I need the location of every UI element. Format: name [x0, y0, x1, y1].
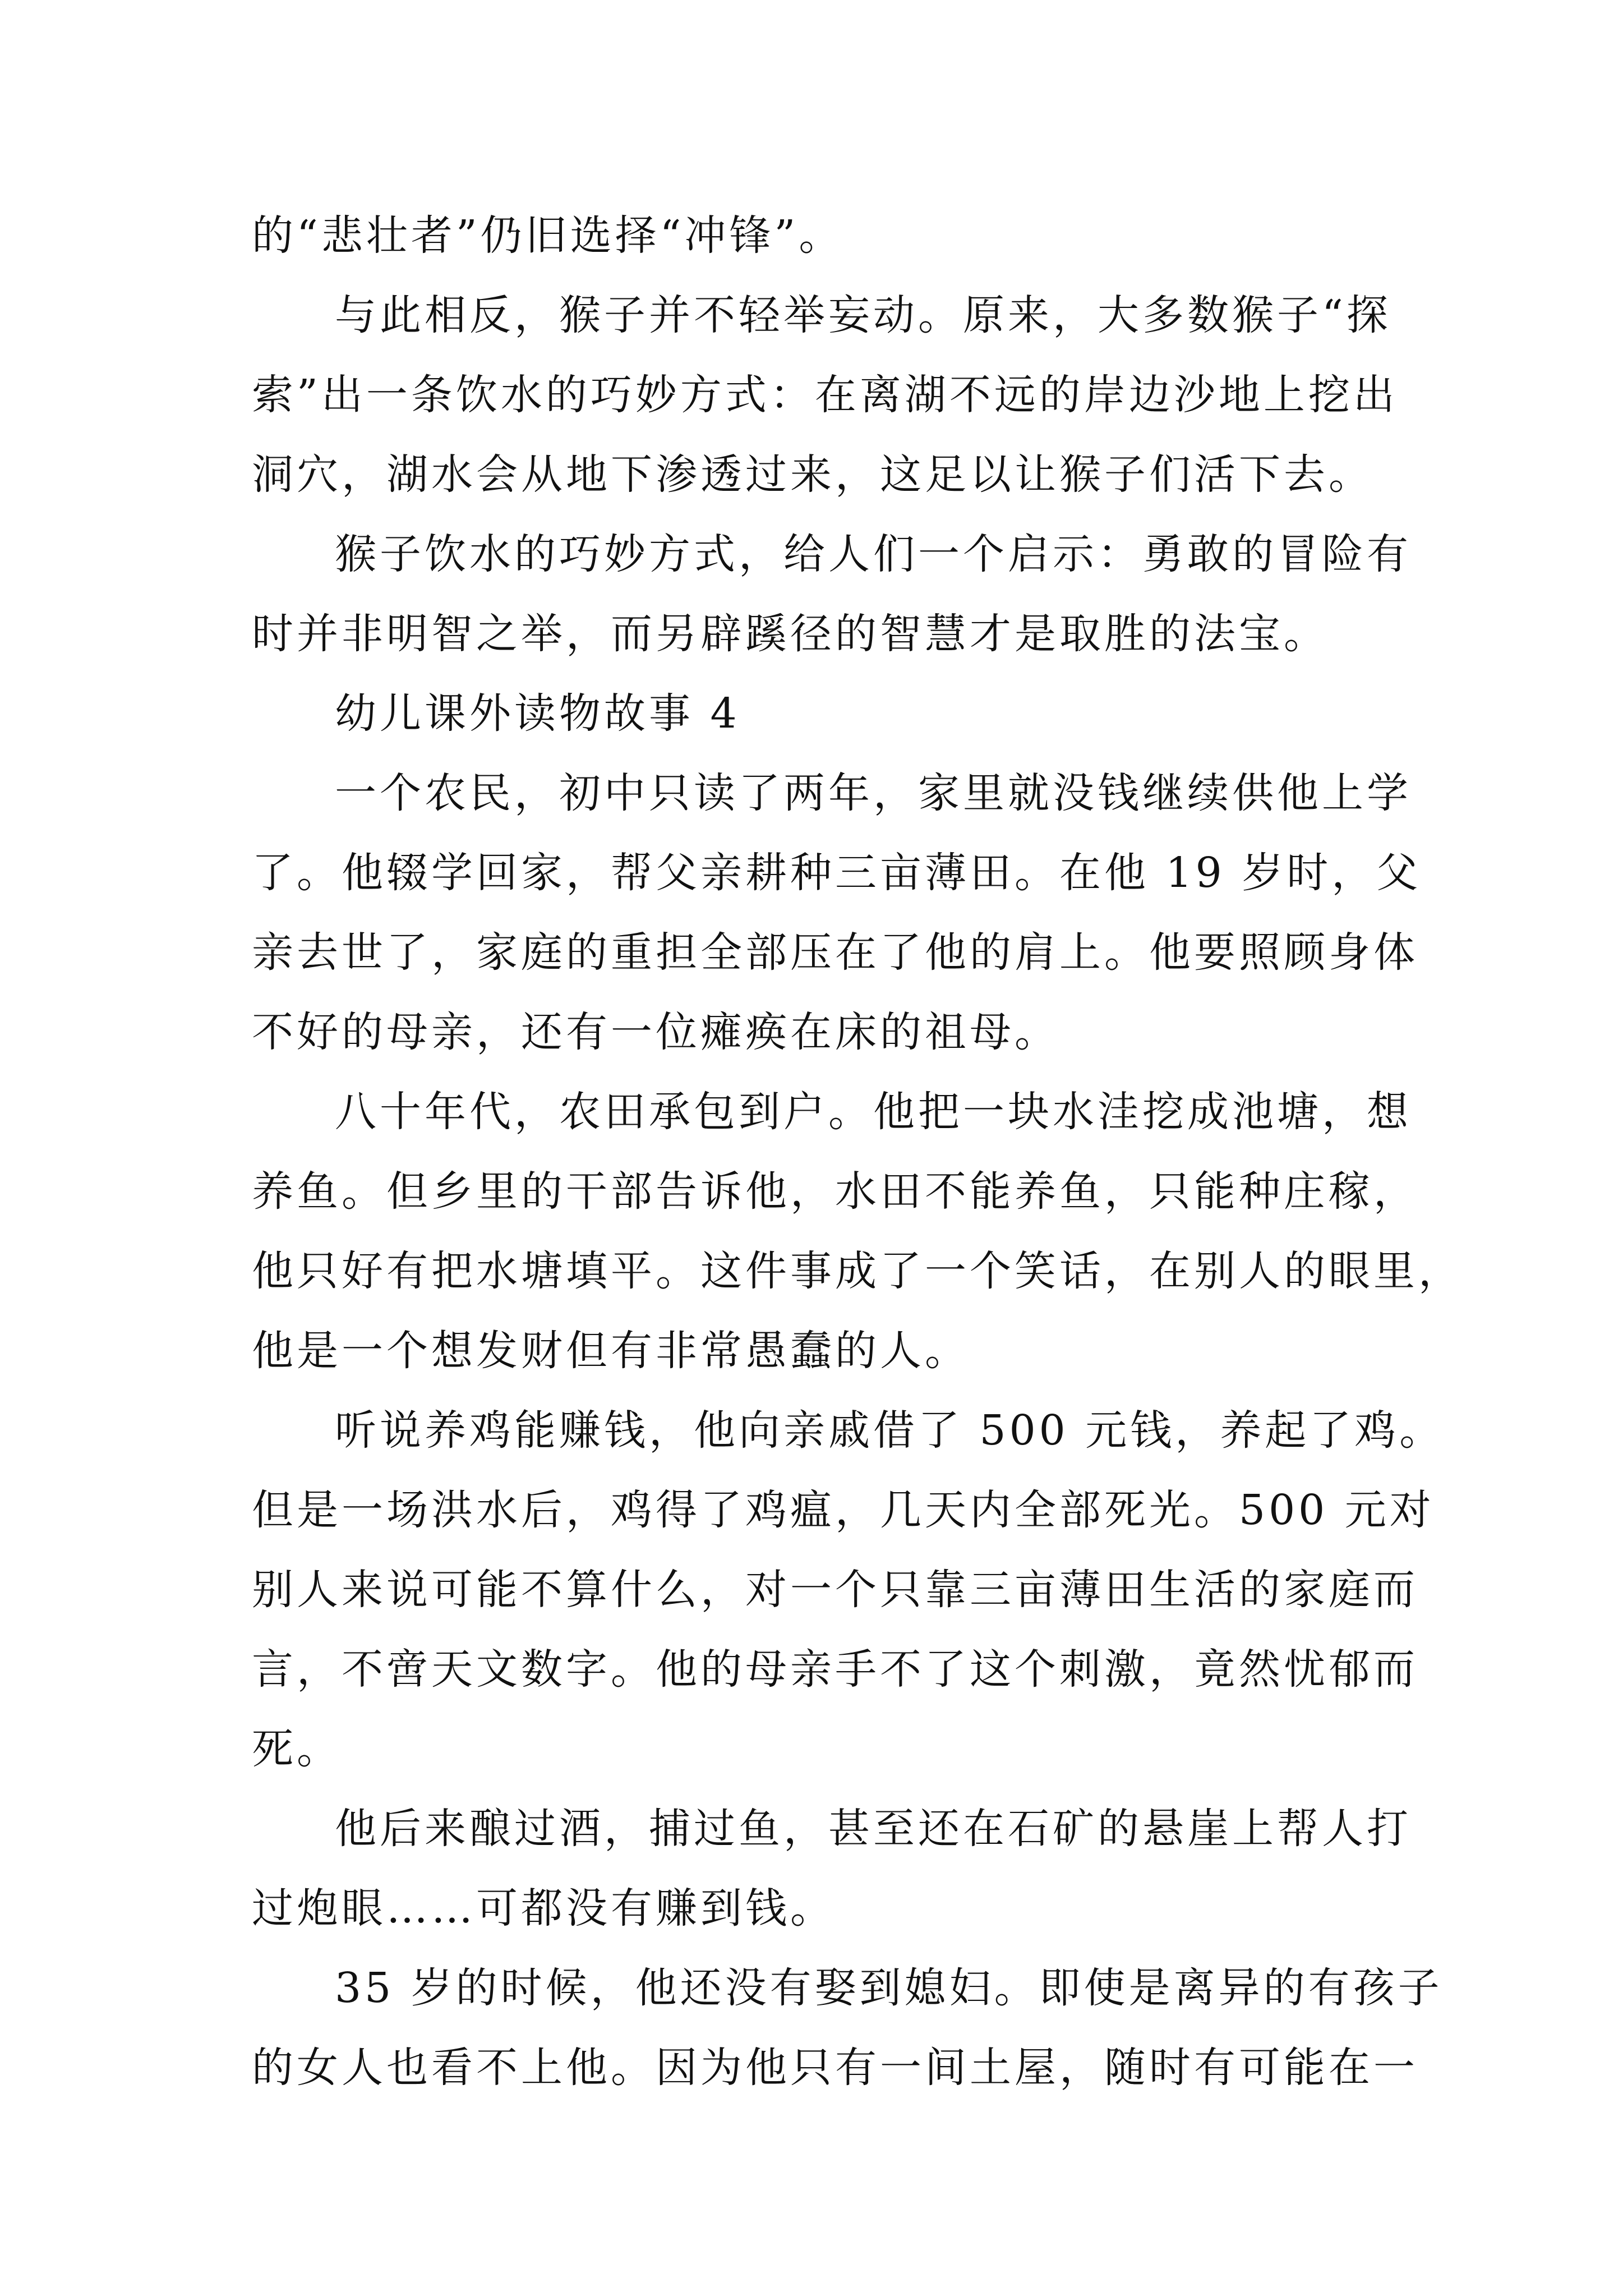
text-line: 过炮眼……可都没有赚到钱。: [252, 1884, 835, 1932]
text-line: 但是一场洪水后，鸡得了鸡瘟，几天内全部死光。500 元对: [252, 1486, 1435, 1534]
text-line: 他是一个想发财但有非常愚蠢的人。: [252, 1327, 970, 1375]
paragraph-start: 一个农民，初中只读了两年，家里就没钱继续供他上学: [335, 769, 1412, 817]
text-line: 不好的母亲，还有一位瘫痪在床的祖母。: [252, 1008, 1059, 1056]
text-line: 索”出一条饮水的巧妙方式：在离湖不远的岸边沙地上挖出: [252, 371, 1398, 419]
text-line: 时并非明智之举，而另辟蹊径的智慧才是取胜的法宝。: [252, 610, 1329, 658]
paragraph-start: 他后来酿过酒，捕过鱼，甚至还在石矿的悬崖上帮人打: [335, 1805, 1412, 1853]
text-line: 言，不啻天文数字。他的母亲手不了这个刺激，竟然忧郁而: [252, 1645, 1418, 1694]
paragraph-start: 八十年代，农田承包到户。他把一块水洼挖成池塘，想: [335, 1088, 1412, 1136]
text-line: 的“悲壮者”仍旧选择“冲锋”。: [252, 211, 844, 260]
text-line: 养鱼。但乡里的干部告诉他，水田不能养鱼，只能种庄稼，: [252, 1167, 1418, 1216]
paragraph-start: 猴子饮水的巧妙方式，给人们一个启示：勇敢的冒险有: [335, 530, 1412, 578]
text-line: 亲去世了，家庭的重担全部压在了他的肩上。他要照顾身体: [252, 928, 1418, 977]
section-heading: 幼儿课外读物故事 4: [335, 689, 740, 738]
text-line: 的女人也看不上他。因为他只有一间土屋，随时有可能在一: [252, 2044, 1418, 2092]
paragraph-start: 与此相反，猴子并不轻举妄动。原来，大多数猴子“探: [335, 291, 1391, 339]
paragraph-start: 听说养鸡能赚钱，他向亲戚借了 500 元钱，养起了鸡。: [335, 1406, 1445, 1455]
text-line: 了。他辍学回家，帮父亲耕种三亩薄田。在他 19 岁时，父: [252, 849, 1422, 897]
text-line: 别人来说可能不算什么，对一个只靠三亩薄田生活的家庭而: [252, 1566, 1418, 1614]
text-line: 洞穴，湖水会从地下渗透过来，这足以让猴子们活下去。: [252, 450, 1373, 499]
text-line: 死。: [252, 1725, 342, 1773]
paragraph-start: 35 岁的时候，他还没有娶到媳妇。即使是离异的有孩子: [335, 1964, 1443, 2012]
text-line: 他只好有把水塘填平。这件事成了一个笑话，在别人的眼里，: [252, 1247, 1463, 1295]
